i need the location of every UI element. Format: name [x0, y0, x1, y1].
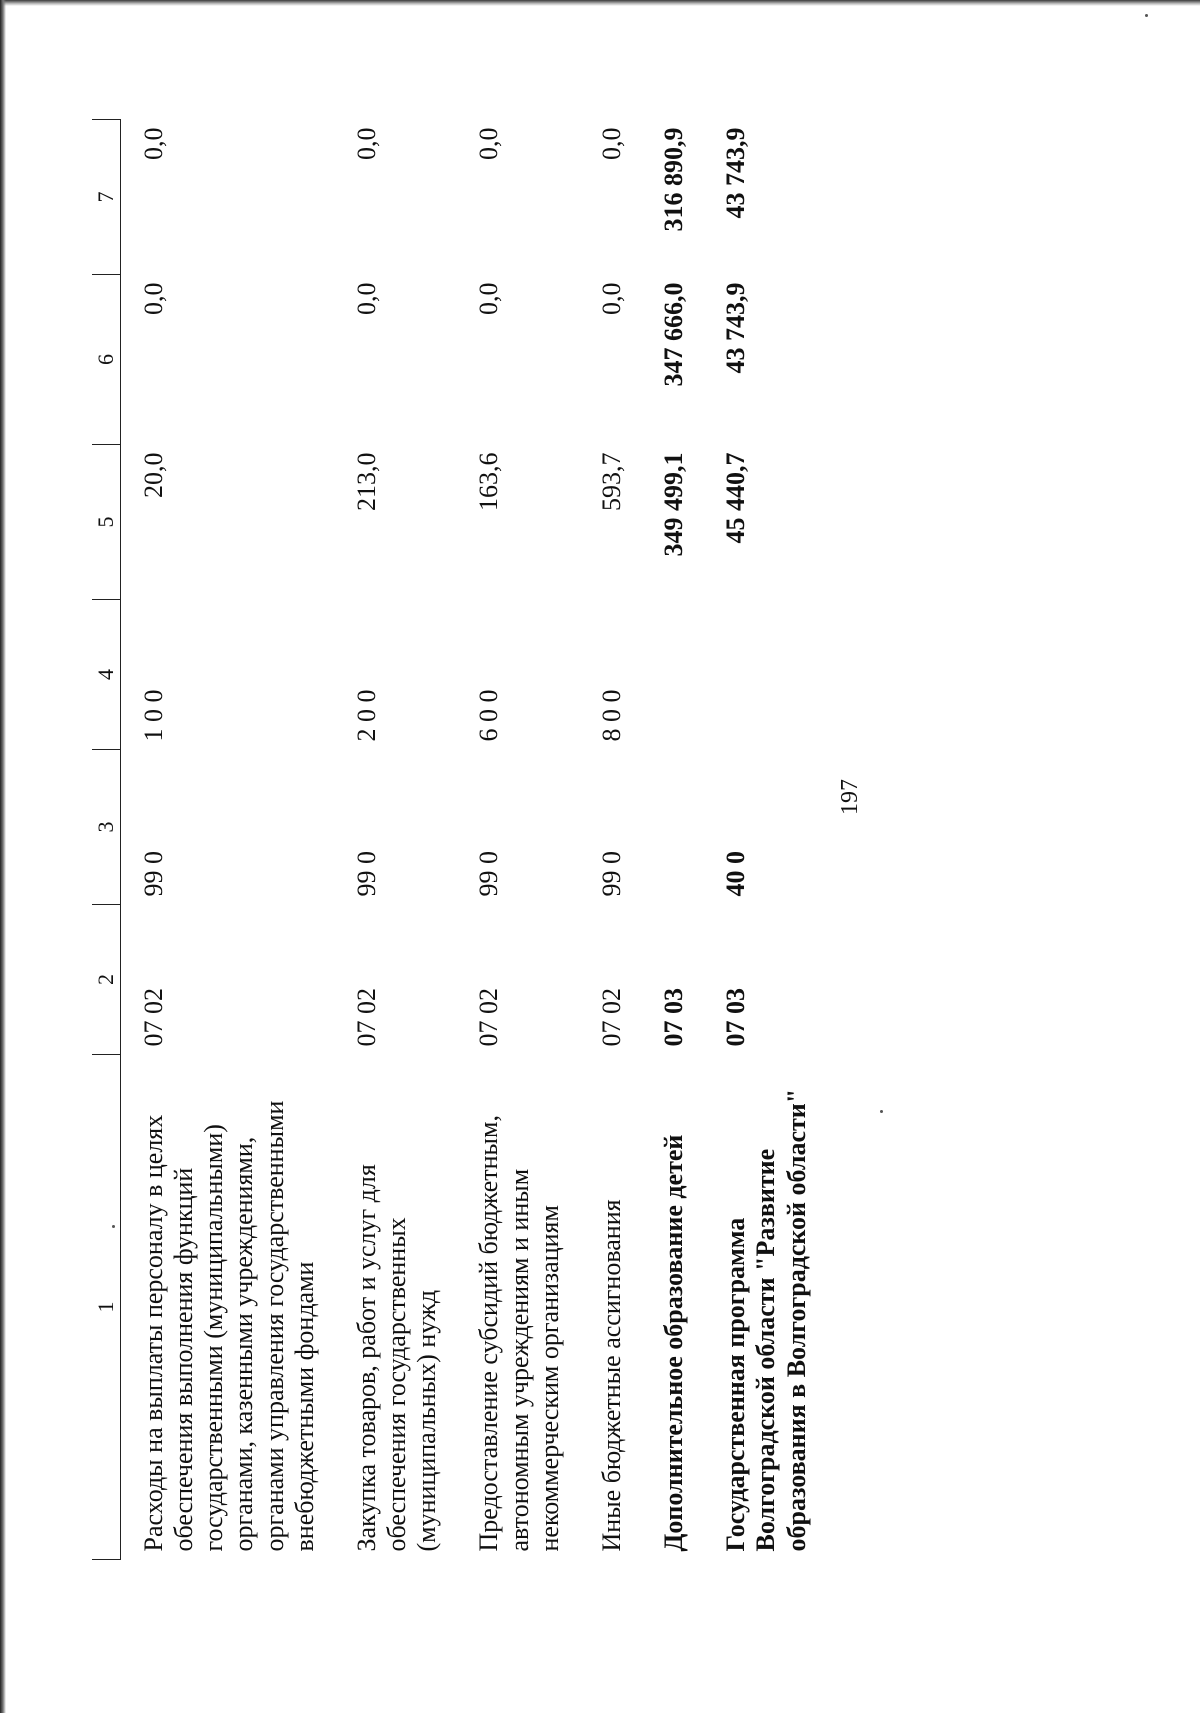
program-code: 99 0: [139, 851, 168, 897]
rotated-page: [92, 20, 1200, 1580]
amount-col7: 0,0: [474, 127, 504, 160]
column-header: 4: [92, 600, 121, 750]
expense-type-code: 1 0 0: [139, 689, 168, 742]
amount-col6: 0,0: [351, 282, 381, 315]
table-header-row: [92, 120, 121, 1560]
amount-col6: 0,0: [139, 282, 168, 315]
section-code: 07 02: [351, 988, 381, 1047]
row-name: Дополнительное образование детей: [659, 1134, 689, 1552]
program-code: 99 0: [351, 851, 381, 897]
expense-type-code: [703, 600, 825, 750]
scan-speck: [1145, 14, 1148, 17]
table-row: [334, 120, 456, 1560]
row-name: Расходы на выплаты персоналу в целях обеспечения выполнения функций государственными (муниципальными) органами, казенными учреждениями, органами управления государственными внебюджетными фондами: [139, 1100, 319, 1552]
column-header: 5: [92, 445, 121, 600]
page-number: 197: [837, 779, 863, 815]
row-name: Иные бюджетные ассигнования: [596, 1199, 626, 1552]
expense-type-code: 6 0 0: [474, 689, 504, 742]
section-code: 07 03: [721, 988, 751, 1047]
table-row: [456, 120, 578, 1560]
table-row: [121, 120, 334, 1560]
scan-edge-left: [0, 0, 6, 1713]
table-row: [641, 120, 703, 1560]
amount-col7: 316 890,9: [659, 127, 689, 232]
program-code: 40 0: [721, 851, 751, 897]
column-header: 7: [92, 120, 121, 275]
row-name: Государственная программа Волгоградской области "Развитие образования в Волгоградской области": [721, 1088, 811, 1552]
amount-col5: 45 440,7: [721, 452, 751, 544]
column-header: 3: [92, 750, 121, 905]
program-code: 99 0: [474, 851, 504, 897]
amount-col7: 0,0: [596, 127, 626, 160]
program-code: [641, 750, 703, 905]
section-code: 07 02: [139, 988, 168, 1047]
amount-col6: 0,0: [596, 282, 626, 315]
section-code: 07 02: [474, 988, 504, 1047]
amount-col6: 347 666,0: [659, 282, 689, 387]
scan-edge-top: [0, 0, 1200, 6]
budget-table: [92, 119, 826, 1560]
amount-col7: 0,0: [139, 127, 168, 160]
program-code: 99 0: [596, 851, 626, 897]
section-code: 07 02: [596, 988, 626, 1047]
amount-col6: 0,0: [474, 282, 504, 315]
expense-type-code: 8 0 0: [596, 689, 626, 742]
amount-col5: 593,7: [596, 452, 626, 511]
table-body: [121, 120, 826, 1560]
amount-col5: 213,0: [351, 452, 381, 511]
row-name: Предоставление субсидий бюджетным, автономным учреждениям и иным некоммерческим организациям: [474, 1115, 564, 1552]
column-header: 6: [92, 275, 121, 445]
expense-type-code: 2 0 0: [351, 689, 381, 742]
amount-col5: 349 499,1: [659, 452, 689, 557]
amount-col6: 43 743,9: [721, 282, 751, 374]
expense-type-code: [641, 600, 703, 750]
budget-table-wrap: [92, 120, 826, 1560]
column-header: 2: [92, 905, 121, 1055]
row-name: Закупка товаров, работ и услуг для обеспечения государственных (муниципальных) нужд: [351, 1164, 442, 1552]
amount-col5: 163,6: [474, 452, 504, 511]
section-code: 07 03: [659, 988, 689, 1047]
amount-col5: 20,0: [139, 452, 168, 498]
amount-col7: 43 743,9: [721, 127, 751, 219]
table-row: [579, 120, 641, 1560]
table-row: [703, 120, 825, 1560]
amount-col7: 0,0: [351, 127, 381, 160]
column-header: 1: [92, 1055, 121, 1560]
